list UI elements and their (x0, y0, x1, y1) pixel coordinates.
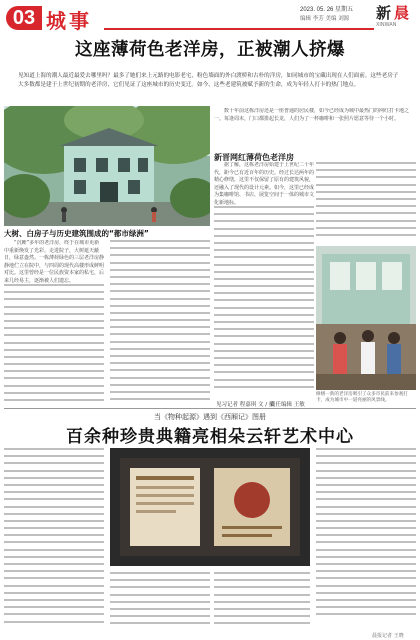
header-rule (104, 28, 374, 30)
article-subhead: 新晋网红薄荷色老洋房 (214, 152, 294, 162)
logo-accent: 晨 (394, 4, 410, 22)
text-block-a2-col1 (4, 448, 104, 632)
newspaper-logo (376, 2, 416, 30)
text-block-col4 (316, 162, 416, 242)
footer-byline: 晨报记者 王晓 (372, 633, 404, 639)
article-lead: 见知道上海的潮人最近最爱去哪里吗？最多了她们来上元路的电影老宅，粉色墙面的外白渡桥和古朴的洋房，如同城市的宝藏出现在人们面前。这些老房子大多数都是建于上世纪初期的老洋房，它们见证了这座城市的历史变迁。如今，这些老建筑被赋予新的生命，成为年轻人打卡的热门地点。 (18, 73, 399, 88)
text-block-left (4, 284, 104, 406)
article2-headline: 百余种珍贵典籍亮相朵云轩艺术中心 (66, 427, 354, 447)
text-block-a2-col4 (316, 448, 416, 630)
page-editors: 编辑 李芳 美编 刘源 (300, 16, 350, 22)
photo-caption-title: 大树、白房子与历史建筑围成的“都市绿洲” (4, 229, 149, 238)
photo-house-interior (316, 246, 416, 390)
text-block-a2-col3 (214, 572, 310, 632)
photo-mint-house (4, 106, 210, 226)
section-number: 03 (6, 6, 42, 30)
section-name: 城事 (46, 9, 92, 33)
issue-date: 2023. 05. 26 星期五 (300, 7, 354, 13)
page-header (0, 0, 420, 34)
article-column-top-right (214, 108, 416, 150)
byline: 见习记者 程嘉琪 文 / 摄 (216, 402, 275, 408)
logo-main: 新 (376, 4, 392, 22)
photo-book-exhibit (110, 448, 310, 566)
paragraph: 数十年前这栋洋房还是一座普通的居民楼，如今已经成为城中最热门的网红打卡地之一。每逢周末，门口都排起长龙，人们为了一杯咖啡和一张照片愿意等待一个小时。 (214, 108, 410, 122)
article2-kicker: 当《物种起源》遇到《西厢记》图册 (154, 413, 266, 421)
paragraph: 据了解，这栋老洋房始建于上世纪二十年代，距今已有近百年的历史。经过长达两年的精心修缮，这里不仅保留了原有的建筑风貌，还融入了现代的设计元素。如今，这里已经成为集咖啡馆、书店、展览空间于一体的城市文化新地标。 (214, 162, 314, 206)
photo-caption-interior: 修缮一新的老洋房吸引了众多市民前来参观打卡，成为城市中一道亮丽的风景线。 (316, 392, 408, 403)
article-headline: 这座薄荷色老洋房，正被潮人挤爆 (75, 40, 345, 60)
responsible-editor: 责任编辑 王敏 (270, 402, 305, 408)
logo-tag: XINWAN (376, 22, 397, 28)
section-divider (4, 408, 416, 409)
text-block-col2 (110, 240, 210, 406)
text-block-col3 (214, 206, 314, 396)
paragraph: “沉睡”多年的老洋房，终于在城市更新中重新焕发了光彩。走进院子，大树遮天蔽日，绿意盎然。一栋薄荷绿色的三层老洋房静静地伫立在院中，与四周的现代高楼形成鲜明对比。这里曾经是一位民族资本家的私宅，后来几经易主，逐渐被人们遗忘。 (4, 240, 104, 284)
text-block-a2-col2 (110, 572, 210, 632)
